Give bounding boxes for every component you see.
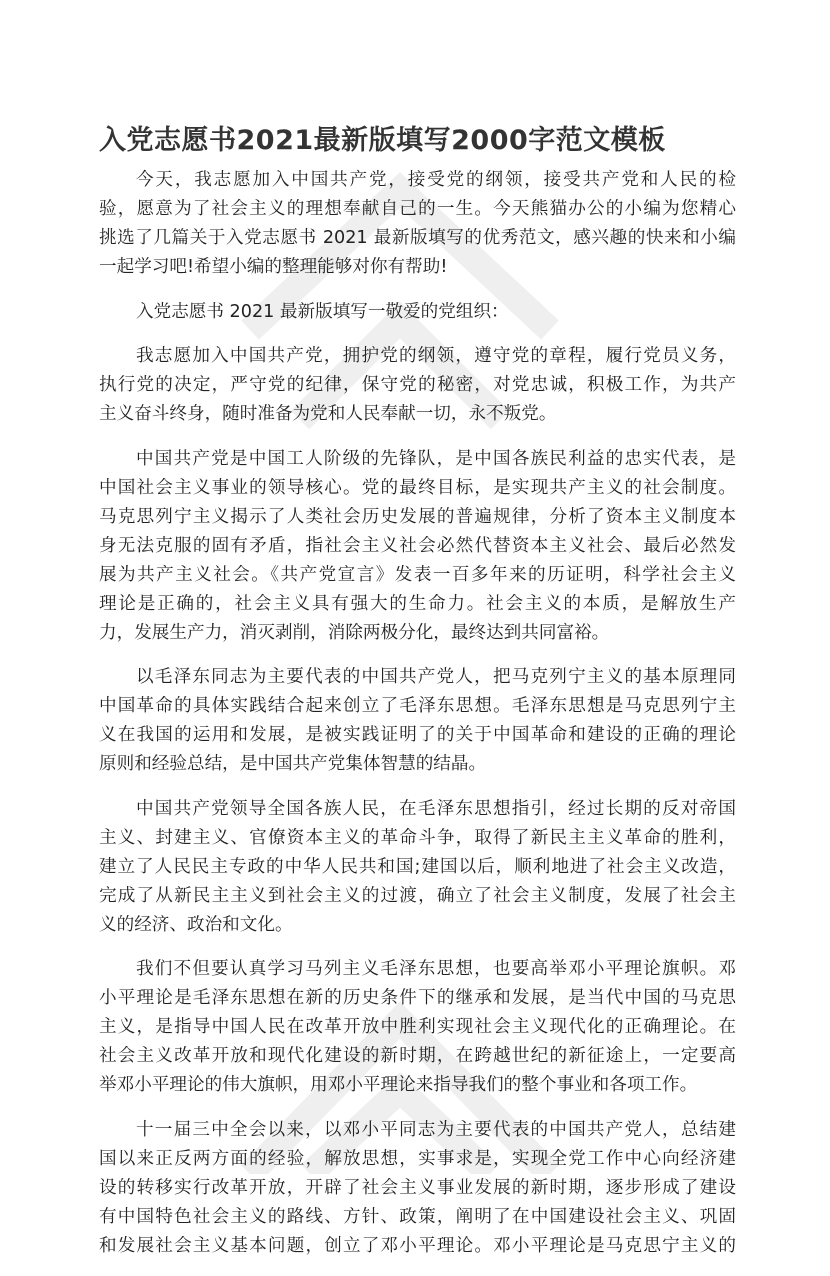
text-line: 有中国特色社会主义的路线、方针、政策，阐明了在中国建设社会主义、巩固 — [99, 1206, 736, 1227]
text-line: 主义，是指导中国人民在改革开放中胜利实现社会主义现代化的正确理论。在 — [99, 1017, 736, 1037]
text-line: 中国社会主义事业的领导核心。党的最终目标，是实现共产主义的社会制度。 — [99, 477, 736, 498]
text-line: 义的经济、政治和文化。 — [99, 914, 293, 935]
text-line: 设的转移实行改革开放，开辟了社会主义事业发展的新时期，逐步形成了建设 — [99, 1177, 736, 1198]
text-line: 和发展社会主义基本问题，创立了邓小平理论。邓小平理论是马克思宁主义的 — [99, 1235, 736, 1256]
text-line: 中国共产党是中国工人阶级的先锋队，是中国各族民利益的忠实代表，是 — [136, 448, 736, 469]
paragraph — [99, 663, 736, 779]
text-line: 身无法克服的固有矛盾，指社会主义社会必然代替资本主义社会、最后必然发 — [99, 535, 736, 556]
text-line: 中国革命的具体实践结合起来创立了毛泽东思想。毛泽东思想是马克思列宁主 — [99, 696, 736, 716]
paragraph — [99, 445, 736, 648]
document-body — [99, 166, 736, 1276]
paragraph — [99, 1116, 736, 1261]
text-line: 以毛泽东同志为主要代表的中国共产党人，把马克列宁主义的基本原理同 — [136, 667, 736, 687]
text-line: 完成了从新民主主义到社会主义的过渡，确立了社会主义制度，发展了社会主 — [99, 885, 736, 906]
text-line: 我们不但要认真学习马列主义毛泽东思想，也要高举邓小平理论旗帜。邓 — [136, 959, 736, 979]
paragraph — [99, 298, 736, 327]
text-line: 力，发展生产力，消灭剥削，消除两极分化，最终达到共同富裕。 — [99, 622, 610, 643]
text-line: 中国共产党领导全国各族人民，在毛泽东思想指引，经过长期的反对帝国 — [136, 798, 736, 819]
text-line: 展为共产主义社会。《共产党宣言》发表一百多年来的历证明，科学社会主义 — [99, 564, 736, 585]
text-line: 小平理论是毛泽东思想在新的历史条件下的继承和发展，是当代中国的马克思 — [99, 988, 736, 1008]
text-line: 马克思列宁主义揭示了人类社会历史发展的普遍规律，分析了资本主义制度本 — [99, 506, 736, 527]
text-line: 执行党的决定，严守党的纪律，保守党的秘密，对党忠诚，积极工作，为共产 — [99, 375, 736, 395]
text-line: 原则和经验总结，是中国共产党集体智慧的结晶。 — [99, 754, 487, 774]
paragraph — [99, 166, 736, 282]
text-line: 验，愿意为了社会主义的理想奉献自己的一生。今天熊猫办公的小编为您精心 — [99, 199, 736, 219]
text-line: 义在我国的运用和发展，是被实践证明了的关于中国革命和建设的正确的理论 — [99, 725, 736, 745]
text-line: 一起学习吧!希望小编的整理能够对你有帮助! — [99, 257, 448, 277]
paragraph — [99, 795, 736, 940]
text-line: 理论是正确的，社会主义具有强大的生命力。社会主义的本质，是解放生产 — [99, 593, 736, 614]
text-line: 今天，我志愿加入中国共产党，接受党的纲领，接受共产党和人民的检 — [136, 170, 736, 190]
text-line: 举邓小平理论的伟大旗帜，用邓小平理论来指导我们的整个事业和各项工作。 — [99, 1075, 698, 1095]
text-line: 主义奋斗终身，随时准备为党和人民奉献一切，永不叛党。 — [99, 404, 557, 424]
paragraph — [99, 955, 736, 1100]
text-line: 入党志愿书 2021 最新版填写一敬爱的党组织： — [136, 301, 509, 322]
text-line: 我志愿加入中国共产党，拥护党的纲领，遵守党的章程，履行党员义务， — [136, 346, 736, 366]
page-title: 入党志愿书2021最新版填写2000字范文模板 — [99, 125, 666, 157]
text-line: 主义、封建主义、官僚资本主义的革命斗争，取得了新民主主义革命的胜利， — [99, 827, 736, 848]
text-line: 挑选了几篇关于入党志愿书 2021 最新版填写的优秀范文，感兴趣的快来和小编 — [99, 228, 736, 248]
paragraph — [99, 342, 736, 429]
text-line: 国以来正反两方面的经验，解放思想，实事求是，实现全党工作中心向经济建 — [99, 1148, 736, 1169]
text-line: 建立了人民民主专政的中华人民共和国;建国以后，顺利地进了社会主义改造， — [99, 856, 736, 877]
text-line: 社会主义改革开放和现代化建设的新时期，在跨越世纪的新征途上，一定要高 — [99, 1046, 736, 1066]
text-line: 十一届三中全会以来，以邓小平同志为主要代表的中国共产党人，总结建 — [136, 1119, 736, 1140]
